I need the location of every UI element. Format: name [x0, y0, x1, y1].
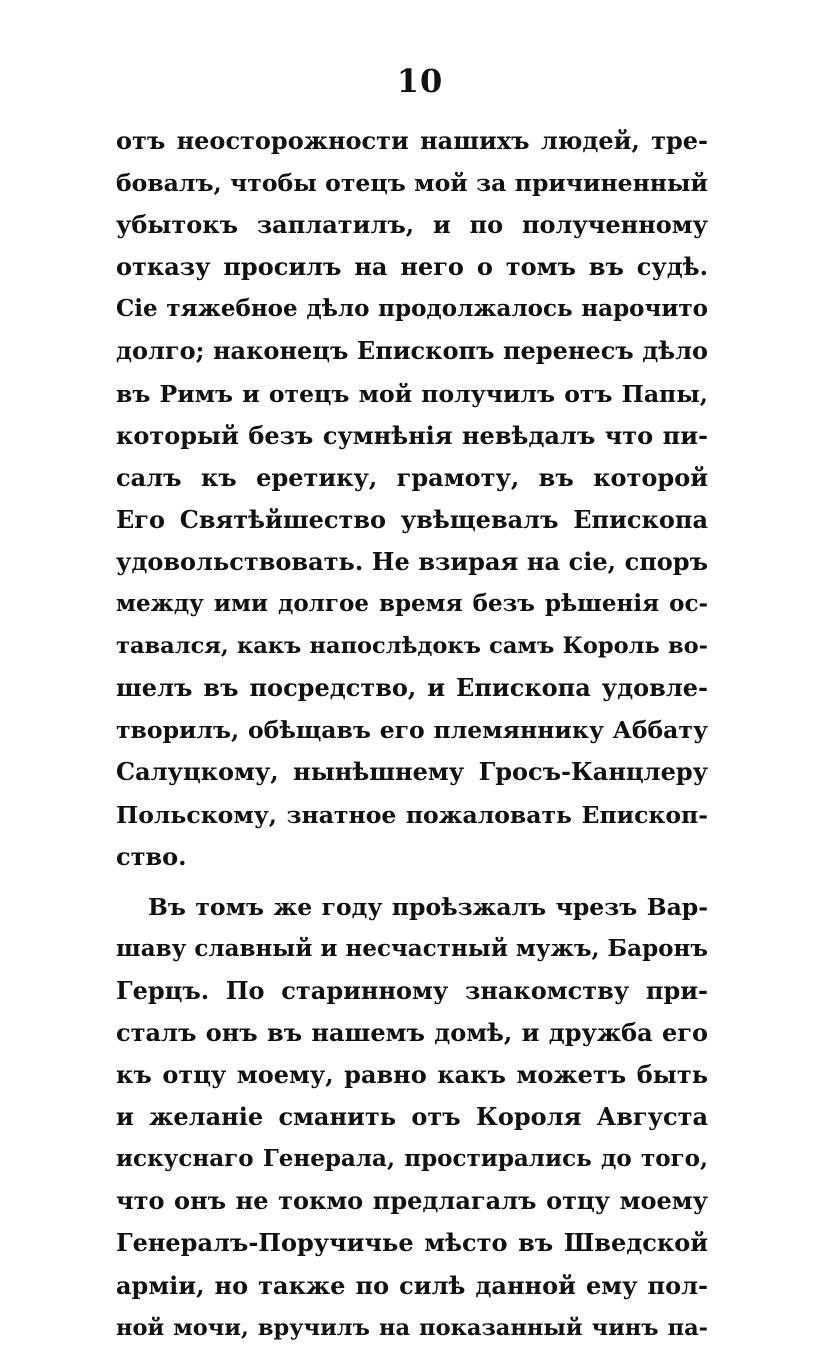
text-line: салъ къ еретику, грамоту, въ которой	[116, 462, 708, 492]
text-line: Салуцкому, нынѣшнему Гросъ-Канцлеру	[116, 757, 708, 787]
text-line: удовольствовать. Не взирая на сіе, споръ	[116, 546, 708, 576]
body-text	[116, 120, 708, 1349]
text-line: искуснаго Генерала, простирались до того,	[116, 1145, 708, 1173]
text-line: шелъ въ посредство, и Епископа удовле-	[116, 673, 708, 703]
text-line: Сіе тяжебное дѣло продолжалось нарочито	[116, 295, 708, 323]
text-line: бовалъ, чтобы отецъ мой за причиненный	[116, 169, 708, 198]
text-line: который безъ сумнѣнія невѣдалъ что пи-	[116, 420, 708, 450]
text-line: шаву славный и несчастный мужъ, Баронъ	[116, 934, 708, 962]
text-line: Герцъ. По старинному знакомству при-	[116, 975, 708, 1005]
text-line: сталъ онъ въ нашемъ домѣ, и дружба его	[116, 1017, 708, 1047]
text-line: отъ неосторожности нашихъ людей, тре-	[116, 126, 708, 155]
text-line: ство.	[116, 841, 187, 871]
text-line: Польскому, знатное пожаловать Епископ-	[116, 800, 708, 829]
text-line: Въ томъ же году проѣзжалъ чрезъ Вар-	[148, 892, 708, 921]
text-line: арміи, но также по силѣ данной ему пол-	[116, 1270, 708, 1300]
text-line: что онъ не токмо предлагалъ отцу моему	[116, 1186, 708, 1216]
page-number: 10	[396, 62, 444, 100]
text-line: тавался, какъ напослѣдокъ самъ Король во-	[116, 633, 708, 660]
text-line: отказу просилъ на него о томъ въ судѣ.	[116, 252, 708, 282]
paragraph-gap	[116, 878, 708, 886]
paragraph-2	[116, 886, 708, 1349]
text-line: къ отцу моему, равно какъ можетъ быть	[116, 1060, 708, 1090]
text-line: убытокъ заплатилъ, и по полученному	[116, 210, 708, 240]
paragraph-1	[116, 120, 708, 878]
text-line: творилъ, обѣщавъ его племяннику Аббату	[116, 716, 708, 745]
text-line: ной мочи, вручилъ на показанный чинъ па-	[116, 1314, 708, 1341]
text-line: долго; наконецъ Епископъ перенесъ дѣло	[116, 336, 708, 366]
text-line: въ Римъ и отецъ мой получилъ отъ Папы,	[116, 379, 708, 408]
text-line: и желаніе сманить отъ Короля Августа	[116, 1102, 708, 1132]
text-line: Его Святѣйшество увѣщевалъ Епископа	[116, 504, 708, 534]
text-line: между ими долгое время безъ рѣшенія ос-	[116, 590, 708, 618]
text-line: Генералъ-Поручичье мѣсто въ Шведской	[116, 1228, 708, 1258]
